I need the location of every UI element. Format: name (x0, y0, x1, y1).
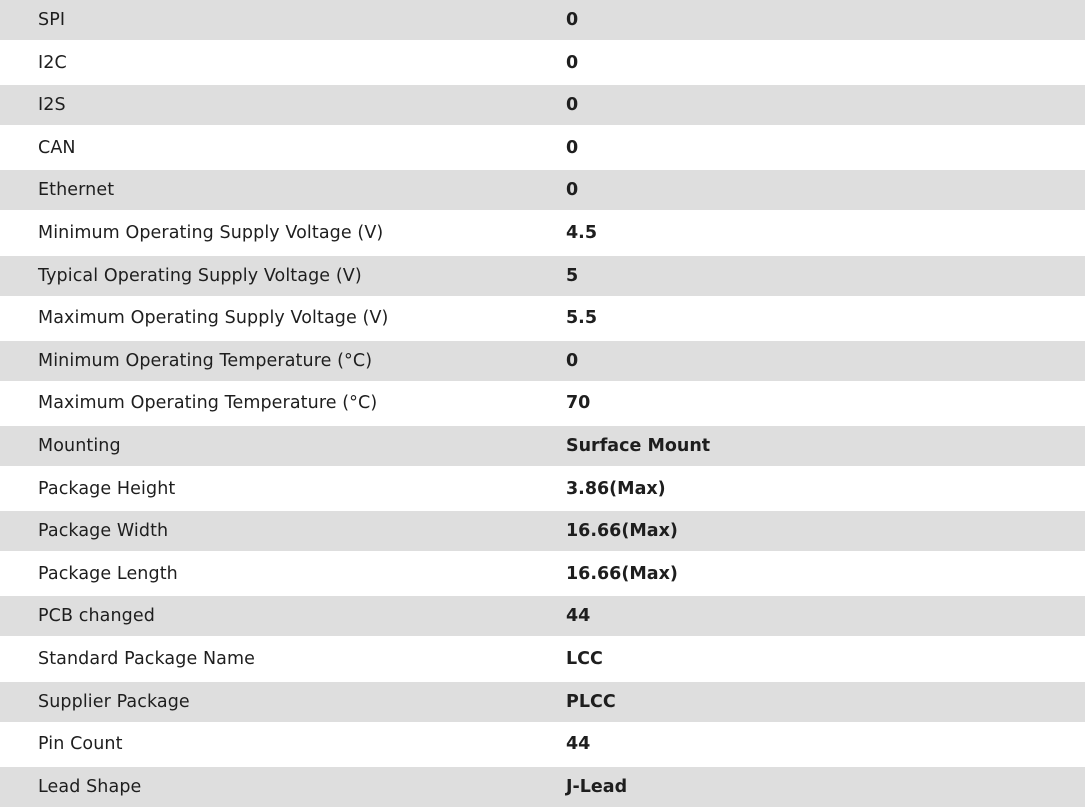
spec-value: LCC (566, 648, 603, 669)
spec-label: I2C (38, 52, 67, 73)
spec-row-pcb-changed (0, 596, 1085, 636)
spec-label: Mounting (38, 435, 121, 456)
spec-label: Ethernet (38, 180, 115, 201)
spec-label: Supplier Package (38, 691, 190, 712)
spec-value: 0 (566, 350, 579, 371)
spec-value: 44 (566, 734, 591, 755)
spec-label: Maximum Operating Supply Voltage (V) (38, 308, 389, 329)
spec-row-pin-count (0, 724, 1085, 764)
spec-label: SPI (38, 10, 66, 30)
spec-label: Package Width (38, 521, 169, 542)
spec-label: I2S (38, 95, 66, 116)
spec-row-i2s (0, 85, 1085, 125)
spec-row-package-length (0, 554, 1085, 594)
spec-row-spi (0, 0, 1085, 40)
spec-label: Pin Count (38, 734, 123, 755)
spec-row-mounting (0, 426, 1085, 466)
spec-value: 0 (566, 95, 579, 116)
spec-label: Lead Shape (38, 776, 142, 797)
spec-row-max-supply-voltage (0, 298, 1085, 338)
spec-label: Minimum Operating Supply Voltage (V) (38, 222, 384, 243)
spec-value: 4.5 (566, 222, 598, 243)
spec-row-package-width (0, 511, 1085, 551)
spec-row-typ-supply-voltage (0, 256, 1085, 296)
spec-row-can (0, 128, 1085, 168)
spec-row-lead-shape (0, 767, 1085, 807)
spec-value: 0 (566, 137, 579, 158)
spec-value: PLCC (566, 691, 616, 712)
spec-value: 16.66(Max) (566, 521, 678, 542)
spec-label: CAN (38, 137, 76, 158)
spec-value: 0 (566, 10, 579, 30)
spec-value: 44 (566, 606, 591, 627)
spec-label: Standard Package Name (38, 648, 256, 669)
spec-row-standard-package-name (0, 639, 1085, 679)
spec-label: Typical Operating Supply Voltage (V) (38, 265, 362, 286)
spec-row-package-height (0, 469, 1085, 509)
spec-label: Maximum Operating Temperature (°C) (38, 393, 378, 414)
spec-value: 5 (566, 265, 579, 286)
spec-label: Package Length (38, 563, 178, 584)
spec-value: 16.66(Max) (566, 563, 678, 584)
spec-value: 70 (566, 393, 591, 414)
spec-label: Package Height (38, 478, 176, 499)
spec-label: PCB changed (38, 606, 155, 627)
spec-row-min-supply-voltage (0, 213, 1085, 253)
spec-label: Minimum Operating Temperature (°C) (38, 350, 373, 371)
spec-row-max-temperature (0, 383, 1085, 423)
spec-row-supplier-package (0, 682, 1085, 722)
spec-value: J-Lead (566, 776, 628, 797)
spec-value: 0 (566, 52, 579, 73)
spec-value: 0 (566, 180, 579, 201)
spec-value: 3.86(Max) (566, 478, 666, 499)
spec-value: 5.5 (566, 308, 598, 329)
spec-row-i2c (0, 43, 1085, 83)
spec-row-min-temperature (0, 341, 1085, 381)
spec-value: Surface Mount (566, 435, 711, 456)
spec-row-ethernet (0, 170, 1085, 210)
